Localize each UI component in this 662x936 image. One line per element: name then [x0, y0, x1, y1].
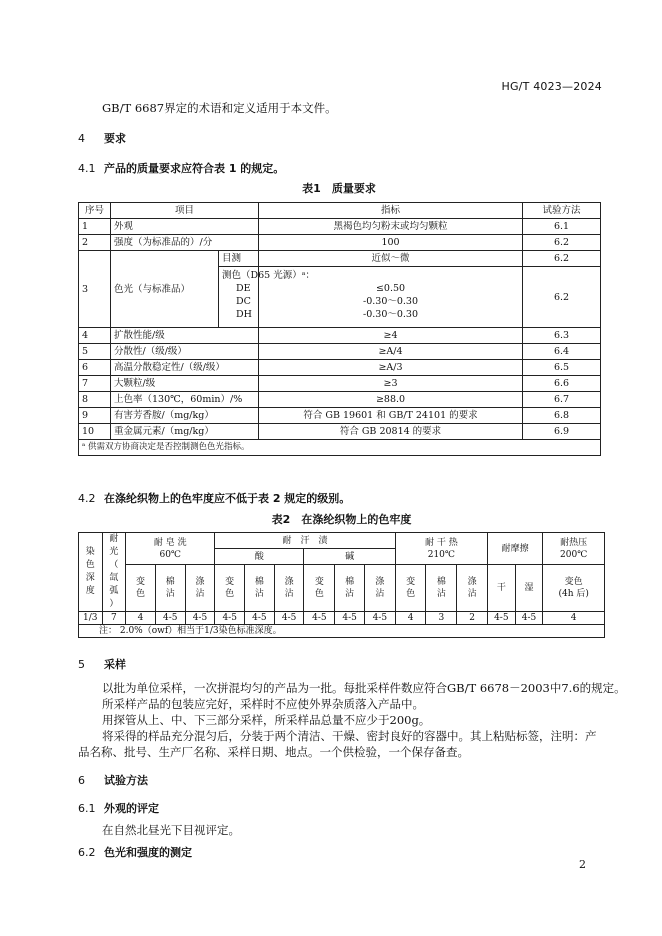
page-number: 2: [579, 858, 586, 871]
sub-char: 色: [406, 589, 416, 599]
section-number: 5: [78, 658, 85, 671]
table-row: [79, 392, 601, 408]
de-value: ≤0.50: [375, 283, 406, 294]
sec5-paragraph: 将采得的样品充分混匀后，分装于两个清洁、干燥、密封良好的容器中。其上粘贴标签，注明：产: [102, 729, 597, 743]
de-label: DE: [236, 283, 251, 294]
section-text: 在涤纶织物上的色牢度应不低于表 2 规定的级别。: [104, 492, 351, 505]
cell-item: 高温分散稳定性/（级/级）: [111, 360, 259, 376]
header-no: 序号: [79, 203, 111, 219]
color-fastness-table: [78, 532, 605, 638]
section-text: 产品的质量要求应符合表 1 的规定。: [104, 162, 285, 175]
cell-method: 6.2: [523, 251, 601, 267]
sub-stain-cotton: [245, 565, 275, 612]
sub-stain-cotton: [426, 565, 457, 612]
sub-char: 变: [136, 577, 146, 587]
section-title: 色光和强度的测定: [104, 846, 192, 859]
cell-method: 6.3: [523, 328, 601, 344]
header-char: 光: [109, 547, 119, 557]
dh-value: -0.30～0.30: [363, 309, 419, 320]
sub-char: 涤: [284, 577, 294, 587]
table-note-row: [79, 625, 605, 638]
cell-no: 10: [79, 424, 111, 440]
cell-sub-label: [219, 267, 315, 328]
sub-stain-cotton: [335, 565, 365, 612]
cell-method: 6.6: [523, 376, 601, 392]
cell-no: 8: [79, 392, 111, 408]
section-number: 6: [78, 774, 85, 787]
section-6-heading: [78, 772, 148, 788]
table-row: [79, 235, 601, 251]
table-row: [79, 344, 601, 360]
section-4-heading: [78, 130, 126, 146]
header-char: 耐: [109, 534, 119, 544]
sub-char: 沾: [254, 589, 264, 599]
section-4-1-heading: [78, 160, 284, 176]
cell: 4: [395, 612, 426, 625]
cell-method: 6.1: [523, 219, 601, 235]
cell-item: 扩散性能/级: [111, 328, 259, 344]
document-id: HG/T 4023—2024: [501, 80, 602, 93]
sub-char: 棉: [436, 577, 446, 587]
sub-press-time: (4h 后): [558, 589, 589, 599]
cell-no: 7: [79, 376, 111, 392]
table-2-caption: 表2 在涤纶织物上的色牢度: [271, 513, 412, 526]
header-light: [102, 533, 126, 612]
cell: 7: [102, 612, 126, 625]
section-number: 6.2: [78, 846, 96, 859]
cell-no: 5: [79, 344, 111, 360]
sub-press-change-label: 变色: [564, 577, 583, 587]
sub-stain-poly: [185, 565, 215, 612]
cell-item: 分散性/（级/级）: [111, 344, 259, 360]
sub-char: 沾: [375, 589, 385, 599]
cell-method: 6.5: [523, 360, 601, 376]
section-title: 要求: [104, 132, 126, 145]
cell: 4-5: [364, 612, 395, 625]
header-char: 弧: [109, 586, 119, 596]
header-item: 项目: [111, 203, 259, 219]
table-row: [79, 328, 601, 344]
sub-char: 色: [314, 589, 324, 599]
section-title: 外观的评定: [104, 802, 159, 815]
sub-char: 沾: [467, 589, 477, 599]
cell-no: 3: [79, 251, 111, 328]
table-row: [79, 424, 601, 440]
sub-char: 棉: [165, 577, 175, 587]
cell: 1/3: [79, 612, 103, 625]
table-row: [79, 251, 601, 267]
sub-char: 沾: [284, 589, 294, 599]
header-heat: [395, 533, 487, 565]
sec5-paragraph-continued: 品名称、批号、生产厂名称、采样日期、地点。一个供检验，一个保存备查。: [78, 745, 469, 759]
sec5-paragraph: 所采样产品的包装应完好，采样时不应使外界杂质落入产品中。: [102, 697, 424, 711]
sub-change: [126, 565, 156, 612]
header-soap-temp: 60℃: [159, 549, 181, 560]
section-number: 4.2: [78, 492, 96, 505]
cell-no: 2: [79, 235, 111, 251]
cell: 4: [543, 612, 605, 625]
header-index: 指标: [259, 203, 523, 219]
cell-no: 4: [79, 328, 111, 344]
sub-stain-cotton: [155, 565, 185, 612]
cell-sub-label: 目测: [219, 251, 259, 267]
header-soap: [126, 533, 215, 565]
section-number: 4: [78, 132, 85, 145]
cell: 4-5: [274, 612, 304, 625]
sub-change: [215, 565, 245, 612]
cell: 4-5: [185, 612, 215, 625]
cell-method: 6.2: [523, 267, 601, 328]
section-title: 试验方法: [104, 774, 148, 787]
header-rub: 耐摩擦: [487, 533, 542, 565]
cell-method: 6.2: [523, 235, 601, 251]
cell: 4-5: [155, 612, 185, 625]
section-6-2-heading: [78, 844, 192, 860]
cell: 4-5: [215, 612, 245, 625]
table-1-caption: 表1 质量要求: [302, 182, 376, 195]
header-press-temp: 200℃: [560, 549, 588, 560]
table-row: [79, 360, 601, 376]
sub-char: 色: [136, 589, 146, 599]
header-char: （: [109, 560, 119, 570]
sub-char: 涤: [467, 577, 477, 587]
cell-no: 1: [79, 219, 111, 235]
cell-item: 重金属元素/（mg/kg）: [111, 424, 259, 440]
header-depth: [79, 533, 103, 612]
header-soap-title: 耐 皂 洗: [153, 537, 187, 548]
sub-char: 涤: [195, 577, 205, 587]
header-press-title: 耐热压: [560, 537, 588, 548]
intro-paragraph: GB/T 6687界定的术语和定义适用于本文件。: [102, 101, 337, 115]
header-char: 深: [85, 573, 95, 583]
cell-method: 6.9: [523, 424, 601, 440]
sub-stain-poly: [274, 565, 304, 612]
table-row: [79, 219, 601, 235]
table-2-block: [78, 511, 605, 638]
cell-item: 大颗粒/级: [111, 376, 259, 392]
cell: 4-5: [515, 612, 543, 625]
sub-char: 涤: [375, 577, 385, 587]
table-row: [79, 408, 601, 424]
table-row: [79, 376, 601, 392]
cell-index: ≥A/3: [259, 360, 523, 376]
cell: 3: [426, 612, 457, 625]
cell-index: ≥3: [259, 376, 523, 392]
sub-char: 棉: [345, 577, 355, 587]
cell-index: 符合 GB 19601 和 GB/T 24101 的要求: [259, 408, 523, 424]
sub-change: [304, 565, 335, 612]
sub-char: 沾: [345, 589, 355, 599]
header-acid: 酸: [215, 549, 304, 565]
sub-char: 变: [406, 577, 416, 587]
section-number: 4.1: [78, 162, 96, 175]
cell: 4-5: [487, 612, 515, 625]
cell-index: ≥A/4: [259, 344, 523, 360]
sub-dry: 干: [487, 565, 515, 612]
sub-char: 变: [314, 577, 324, 587]
cell-item: 外观: [111, 219, 259, 235]
header-char: 氙: [109, 573, 119, 583]
sec6-1-paragraph: 在自然北昼光下目视评定。: [102, 823, 240, 837]
table-header-row: [79, 203, 601, 219]
cell-no: 6: [79, 360, 111, 376]
sub-char: 沾: [436, 589, 446, 599]
table-row: [79, 612, 605, 625]
header-heat-title: 耐 干 热: [424, 537, 458, 548]
cell-index: ≥88.0: [259, 392, 523, 408]
dc-value: -0.30～0.30: [363, 296, 419, 307]
section-number: 6.1: [78, 802, 96, 815]
cell-method: 6.4: [523, 344, 601, 360]
header-alkali: 碱: [304, 549, 395, 565]
header-press: [543, 533, 605, 565]
cell-index: ≥4: [259, 328, 523, 344]
table-note-row: [79, 440, 601, 456]
table-2-note: 注： 2.0%（owf）相当于1/3染色标准深度。: [79, 625, 605, 638]
dh-label: DH: [236, 309, 252, 320]
cell-method: 6.8: [523, 408, 601, 424]
header-method: 试验方法: [523, 203, 601, 219]
cell-no: 9: [79, 408, 111, 424]
cell-index: 符合 GB 20814 的要求: [259, 424, 523, 440]
sec5-paragraph: 用探管从上、中、下三部分采样，所采样品总量不应少于200g。: [102, 713, 431, 727]
sub-stain-poly: [457, 565, 488, 612]
sub-char: 沾: [165, 589, 175, 599]
section-5-heading: [78, 656, 126, 672]
cell-item: 有害芳香胺/（mg/kg）: [111, 408, 259, 424]
header-char: 色: [85, 560, 95, 570]
table-header-row: [79, 533, 605, 549]
cell-index: 100: [259, 235, 523, 251]
section-6-1-heading: [78, 800, 159, 816]
dc-label: DC: [236, 296, 251, 307]
sub-press-change: [543, 565, 605, 612]
header-char: 度: [85, 586, 95, 596]
quality-requirements-table: [78, 202, 601, 456]
cell-item: 色光（与标准品）: [111, 251, 219, 328]
sub-char: 变: [225, 577, 235, 587]
cell: 4-5: [245, 612, 275, 625]
cell-index: 近似～微: [259, 251, 523, 267]
sub-char: 沾: [195, 589, 205, 599]
cell-index: 黑褐色均匀粉末或均匀颗粒: [259, 219, 523, 235]
header-char: ）: [109, 599, 119, 609]
header-char: 染: [85, 547, 95, 557]
sub-char: 棉: [254, 577, 264, 587]
section-title: 采样: [104, 658, 126, 671]
measure-label: 测色（D65 光源）ᵃ：: [222, 270, 315, 281]
cell: 4-5: [335, 612, 365, 625]
table-1-note: ᵃ 供需双方协商决定是否控制测色色光指标。: [79, 440, 601, 456]
cell: 4-5: [304, 612, 335, 625]
cell-item: 强度（为标准品的）/分: [111, 235, 259, 251]
sec5-paragraph: 以批为单位采样，一次拼混均匀的产品为一批。每批采样件数应符合GB/T 6678－2003中7.6的规定。: [102, 681, 626, 695]
cell: 4: [126, 612, 156, 625]
sub-wet: 湿: [515, 565, 543, 612]
table-1-block: [78, 180, 600, 456]
cell-method: 6.7: [523, 392, 601, 408]
cell: 2: [457, 612, 488, 625]
sub-stain-poly: [364, 565, 395, 612]
sub-char: 色: [225, 589, 235, 599]
cell-item: 上色率（130℃，60min）/%: [111, 392, 259, 408]
sub-change: [395, 565, 426, 612]
section-4-2-heading: [78, 490, 350, 506]
header-heat-temp: 210℃: [427, 549, 455, 560]
table-subheader-row: [79, 565, 605, 612]
header-sweat: 耐 汗 渍: [215, 533, 395, 549]
